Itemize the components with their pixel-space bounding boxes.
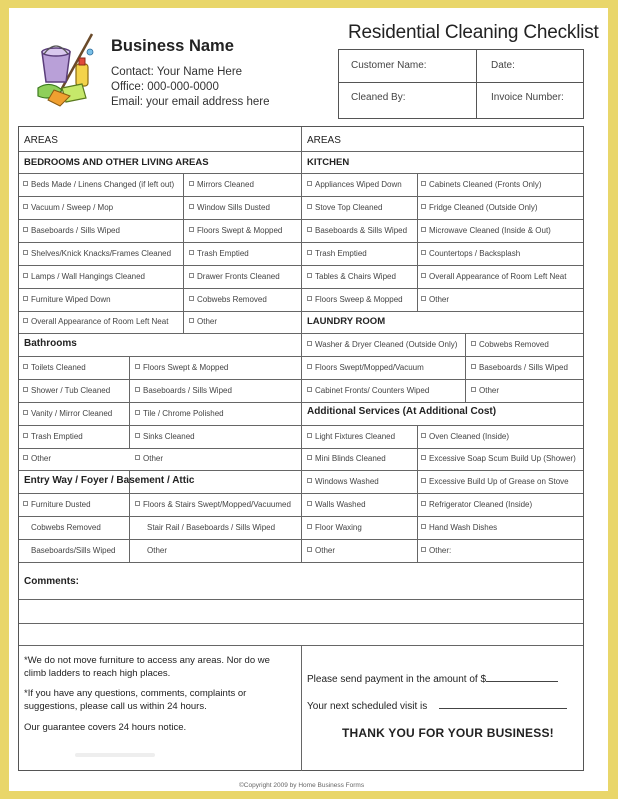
checkbox-icon <box>307 501 312 506</box>
checkbox-icon <box>421 273 426 278</box>
checklist-item[interactable]: Cobwebs Removed <box>471 340 549 349</box>
checklist-item[interactable]: Appliances Wiped Down <box>307 180 402 189</box>
checkbox-icon <box>307 250 312 255</box>
copyright-footer: ©Copyright 2009 by Home Business Forms <box>239 782 365 789</box>
checklist-item[interactable]: Baseboards / Sills Wiped <box>23 226 120 235</box>
checklist-item[interactable]: Floors Swept/Mopped/Vacuum <box>307 363 424 372</box>
business-name: Business Name <box>111 37 234 55</box>
checklist-item[interactable]: Washer & Dryer Cleaned (Outside Only) <box>307 340 457 349</box>
checkbox-icon <box>135 455 140 460</box>
checklist-item[interactable]: Stove Top Cleaned <box>307 203 382 212</box>
checkbox-icon <box>307 547 312 552</box>
checklist-item[interactable]: Oven Cleaned (Inside) <box>421 432 509 441</box>
page-title: Residential Cleaning Checklist <box>348 22 599 43</box>
checkbox-icon <box>23 181 28 186</box>
checklist-item[interactable]: Floors & Stairs Swept/Mopped/Vacuumed <box>135 500 291 509</box>
checklist-item[interactable]: Walls Washed <box>307 500 366 509</box>
checklist-item[interactable]: Vacuum / Sweep / Mop <box>23 203 113 212</box>
checklist-item[interactable]: Other <box>471 386 499 395</box>
section-bathrooms: Bathrooms <box>24 338 77 349</box>
checklist-item[interactable]: Sinks Cleaned <box>135 432 195 441</box>
checklist-table <box>18 126 584 771</box>
checkbox-icon <box>421 501 426 506</box>
checklist-item[interactable]: Cobwebs Removed <box>189 295 267 304</box>
checkbox-icon <box>421 455 426 460</box>
section-additional-services: Additional Services (At Additional Cost) <box>307 406 497 417</box>
section-entry-way: Entry Way / Foyer / Basement / Attic <box>24 475 195 486</box>
checklist-item[interactable]: Overall Appearance of Room Left Neat <box>23 317 168 326</box>
checklist-item[interactable]: Mini Blinds Cleaned <box>307 454 386 463</box>
checklist-item[interactable]: Vanity / Mirror Cleaned <box>23 409 112 418</box>
email-line: Email: your email address here <box>111 96 270 108</box>
checklist-item[interactable]: Excessive Build Up of Grease on Stove <box>421 477 569 486</box>
checkbox-icon <box>135 387 140 392</box>
checkbox-icon <box>23 204 28 209</box>
checkbox-icon <box>23 364 28 369</box>
checkbox-icon <box>135 364 140 369</box>
checklist-item[interactable]: Tile / Chrome Polished <box>135 409 224 418</box>
checkbox-icon <box>135 433 140 438</box>
checkbox-icon <box>307 433 312 438</box>
customer-name-field[interactable]: Customer Name: <box>351 60 427 71</box>
comments-field[interactable] <box>129 567 579 643</box>
watermark <box>75 751 155 761</box>
checkbox-icon <box>189 296 194 301</box>
watermark-smudge-icon <box>75 751 155 759</box>
checkbox-icon <box>307 181 312 186</box>
checklist-item[interactable]: Beds Made / Linens Changed (if left out) <box>23 180 174 189</box>
checklist-item[interactable]: Tables & Chairs Wiped <box>307 272 396 281</box>
checklist-item[interactable]: Window Sills Dusted <box>189 203 270 212</box>
areas-header-left: AREAS <box>24 135 58 146</box>
checkbox-icon <box>23 501 28 506</box>
checklist-item[interactable]: Other <box>147 546 168 555</box>
checkbox-icon <box>307 273 312 278</box>
cleaned-by-field[interactable]: Cleaned By: <box>351 92 406 103</box>
checkbox-icon <box>23 296 28 301</box>
checklist-item[interactable]: Cabinet Fronts/ Counters Wiped <box>307 386 429 395</box>
checklist-item[interactable]: Other <box>307 546 335 555</box>
checklist-item[interactable]: Shower / Tub Cleaned <box>23 386 110 395</box>
checklist-item[interactable]: Toilets Cleaned <box>23 363 86 372</box>
checklist-item[interactable]: Floors Swept & Mopped <box>189 226 282 235</box>
checkbox-icon <box>189 273 194 278</box>
checkbox-icon <box>23 227 28 232</box>
checklist-item[interactable]: Microwave Cleaned (Inside & Out) <box>421 226 551 235</box>
checkbox-icon <box>421 250 426 255</box>
checkbox-icon <box>307 341 312 346</box>
checkbox-icon <box>135 410 140 415</box>
checklist-item[interactable]: Windows Washed <box>307 477 379 486</box>
checkbox-icon <box>421 524 426 529</box>
checklist-item[interactable]: Other <box>135 454 163 463</box>
payment-amount-field[interactable] <box>486 672 558 682</box>
checkbox-icon <box>307 478 312 483</box>
checklist-item[interactable]: Stair Rail / Baseboards / Sills Wiped <box>147 523 276 532</box>
checklist-item[interactable]: Trash Emptied <box>189 249 249 258</box>
checkbox-icon <box>189 181 194 186</box>
checklist-item[interactable]: Baseboards / Sills Wiped <box>471 363 568 372</box>
checklist-item[interactable]: Furniture Wiped Down <box>23 295 111 304</box>
note-furniture: *We do not move furniture to access any areas. Nor do we climb ladders to reach high places. <box>24 655 270 679</box>
checkbox-icon <box>23 250 28 255</box>
checkbox-icon <box>189 227 194 232</box>
checkbox-icon <box>307 364 312 369</box>
note-questions: *If you have any questions, comments, complaints or suggestions, please call us within 24 hours. <box>24 688 247 712</box>
next-visit-field[interactable] <box>439 699 567 709</box>
office-line: Office: 000-000-0000 <box>111 81 219 93</box>
checkbox-icon <box>421 478 426 483</box>
cleaning-supplies-logo <box>30 30 105 110</box>
checkbox-icon <box>421 204 426 209</box>
checklist-item[interactable]: Mirrors Cleaned <box>189 180 254 189</box>
next-visit-line: Your next scheduled visit is <box>307 699 567 712</box>
checklist-item[interactable]: Overall Appearance of Room Left Neat <box>421 272 566 281</box>
contact-line: Contact: Your Name Here <box>111 66 243 78</box>
checklist-item[interactable]: Baseboards/Sills Wiped <box>31 546 116 555</box>
areas-header-right: AREAS <box>307 135 341 146</box>
thank-you-message: THANK YOU FOR YOUR BUSINESS! <box>342 726 554 740</box>
checkbox-icon <box>23 433 28 438</box>
checklist-item[interactable]: Drawer Fronts Cleaned <box>189 272 280 281</box>
checkbox-icon <box>189 204 194 209</box>
checklist-item[interactable]: Floors Swept & Mopped <box>135 363 228 372</box>
checklist-item[interactable]: Hand Wash Dishes <box>421 523 497 532</box>
checklist-item[interactable]: Light Fixtures Cleaned <box>307 432 395 441</box>
checkbox-icon <box>307 455 312 460</box>
checklist-item[interactable]: Floors Sweep & Mopped <box>307 295 403 304</box>
checklist-item[interactable]: Furniture Dusted <box>23 500 91 509</box>
checkbox-icon <box>471 387 476 392</box>
checkbox-icon <box>23 273 28 278</box>
customer-info-box <box>338 49 584 119</box>
checkbox-icon <box>307 204 312 209</box>
date-field[interactable]: Date: <box>491 60 515 71</box>
checklist-item[interactable]: Other <box>189 317 217 326</box>
checkbox-icon <box>307 524 312 529</box>
checkbox-icon <box>421 547 426 552</box>
checklist-item[interactable]: Countertops / Backsplash <box>421 249 520 258</box>
section-bedrooms: BEDROOMS AND OTHER LIVING AREAS <box>24 157 209 168</box>
checklist-item[interactable]: Other <box>421 295 449 304</box>
checklist-item[interactable]: Cobwebs Removed <box>31 523 101 532</box>
checkbox-icon <box>23 318 28 323</box>
checklist-item[interactable]: Floor Waxing <box>307 523 362 532</box>
section-kitchen: KITCHEN <box>307 157 350 168</box>
payment-amount-line: Please send payment in the amount of $ <box>307 672 558 685</box>
checklist-item[interactable]: Shelves/Knick Knacks/Frames Cleaned <box>23 249 171 258</box>
checklist-item[interactable]: Refrigerator Cleaned (Inside) <box>421 500 532 509</box>
checklist-item[interactable]: Baseboards & Sills Wiped <box>307 226 407 235</box>
checkbox-icon <box>189 250 194 255</box>
checkbox-icon <box>307 227 312 232</box>
checkbox-icon <box>189 318 194 323</box>
checkbox-icon <box>23 455 28 460</box>
note-guarantee: Our guarantee covers 24 hours notice. <box>24 722 187 733</box>
checkbox-icon <box>421 227 426 232</box>
checkbox-icon <box>307 387 312 392</box>
checkbox-icon <box>307 296 312 301</box>
checkbox-icon <box>471 364 476 369</box>
checkbox-icon <box>471 341 476 346</box>
checklist-item[interactable]: Excessive Soap Scum Build Up (Shower) <box>421 454 576 463</box>
checkbox-icon <box>23 410 28 415</box>
checklist-item[interactable]: Cabinets Cleaned (Fronts Only) <box>421 180 542 189</box>
checkbox-icon <box>421 433 426 438</box>
checkbox-icon <box>135 501 140 506</box>
invoice-number-field[interactable]: Invoice Number: <box>491 92 564 103</box>
checklist-item[interactable]: Lamps / Wall Hangings Cleaned <box>23 272 145 281</box>
checklist-item[interactable]: Fridge Cleaned (Outside Only) <box>421 203 538 212</box>
checklist-item[interactable]: Other <box>23 454 51 463</box>
checkbox-icon <box>421 296 426 301</box>
checklist-item[interactable]: Trash Emptied <box>23 432 83 441</box>
comments-label: Comments: <box>24 576 80 587</box>
checklist-item[interactable]: Trash Emptied <box>307 249 367 258</box>
checklist-item[interactable]: Baseboards / Sills Wiped <box>135 386 232 395</box>
section-laundry: LAUNDRY ROOM <box>307 316 386 327</box>
checkbox-icon <box>23 387 28 392</box>
checklist-item[interactable]: Other: <box>421 546 451 555</box>
checkbox-icon <box>421 181 426 186</box>
